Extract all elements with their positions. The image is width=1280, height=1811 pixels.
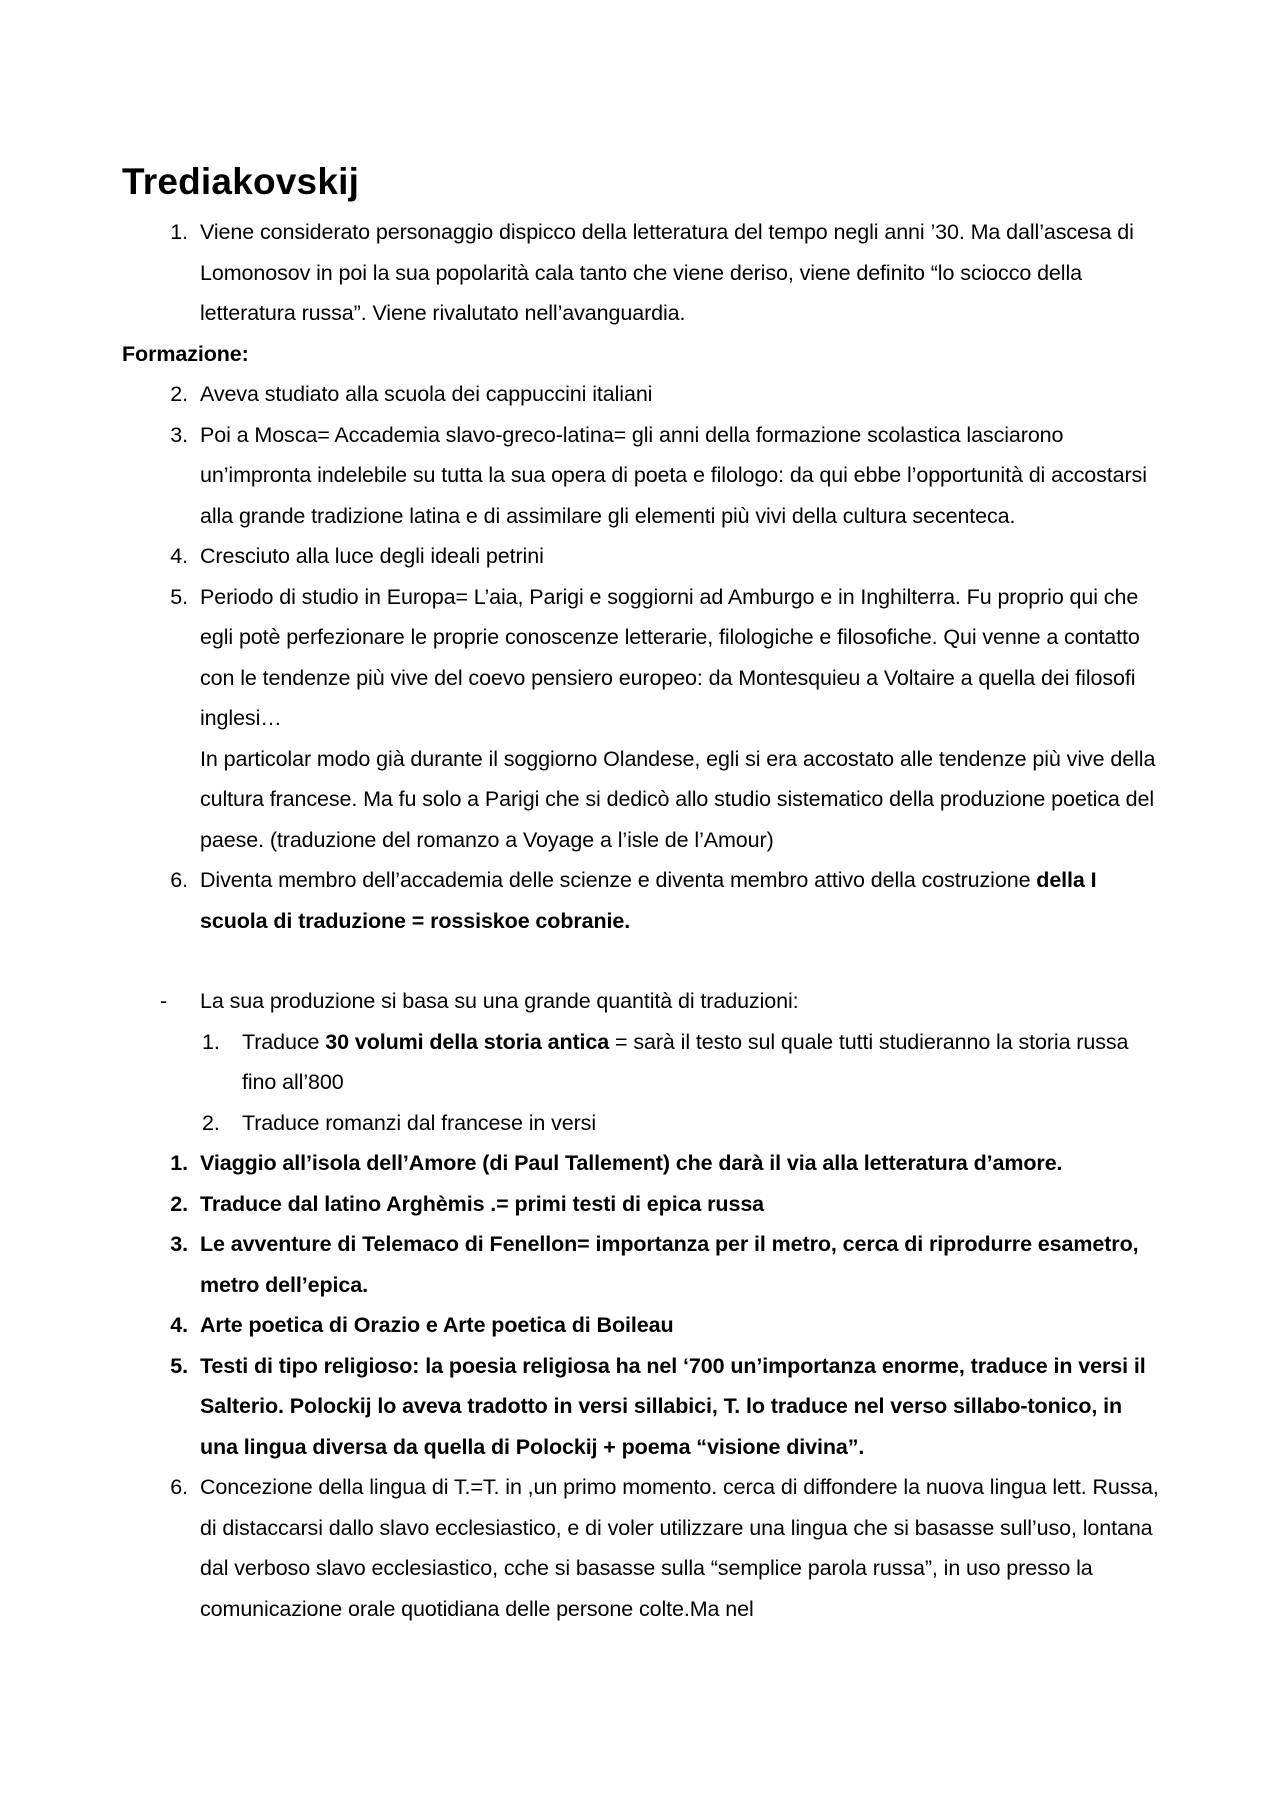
list-text: Testi di tipo religioso: la poesia religiosa ha nel ‘700 un’importanza enorme, traduce in versi il Salterio. Polockij lo aveva tradotto in versi sillabici, T. lo traduce nel verso sillabo-tonico, in una lingua diversa da quella di Polockij + poema “visione divina”.	[200, 1353, 1146, 1459]
list-text	[242, 1022, 1162, 1103]
list-item	[122, 1346, 1162, 1468]
blank-line	[122, 941, 1162, 981]
list-item	[122, 374, 1162, 415]
page-title: Trediakovskij	[122, 161, 360, 202]
list-text: Poi a Mosca= Accademia slavo-greco-latina= gli anni della formazione scolastica lasciarono un’impronta indelebile su tutta la sua opera di poeta e filologo: da qui ebbe l’opportunità di accostarsi alla grande tradizione latina e di assimilare gli elementi più vivi della cultura secenteca.	[200, 422, 1147, 528]
section-label: Formazione:	[122, 341, 249, 366]
bullet-item	[122, 981, 1162, 1022]
list-number: 3.	[170, 422, 188, 447]
list-text: Cresciuto alla luce degli ideali petrini	[200, 544, 544, 568]
list-item	[122, 577, 1162, 861]
list-number: 6.	[170, 868, 188, 892]
list-text: Traduce dal latino Arghèmis .= primi testi di epica russa	[200, 1191, 765, 1216]
list-item	[122, 860, 1162, 941]
list-number: 2.	[202, 1110, 220, 1135]
list-item	[122, 536, 1162, 577]
list-text: Traduce romanzi dal francese in versi	[242, 1110, 596, 1135]
list-item	[122, 1224, 1162, 1305]
list-paragraph: Periodo di studio in Europa= L’aia, Parigi e soggiorni ad Amburgo e in Inghilterra. Fu proprio qui che egli potè perfezionare le proprie conoscenze letterarie, filologiche e filosofiche. Qui venne a contatto con le tendenze più vive del coevo pensiero europeo: da Montesquieu a Voltaire a quella dei filosofi inglesi…	[200, 584, 1140, 730]
list-number: 4.	[170, 1313, 188, 1337]
list-text: Arte poetica di Orazio e Arte poetica di Boileau	[200, 1313, 674, 1337]
list-number: 3.	[170, 1232, 188, 1256]
list-number: 5.	[170, 584, 188, 609]
list-text: Viene considerato personaggio dispicco della letteratura del tempo negli anni ’30. Ma dall’ascesa di Lomonosov in poi la sua popolarità cala tanto che viene deriso, viene definito “lo sciocco della letteratura russa”. Viene rivalutato nell’avanguardia.	[200, 220, 1134, 325]
bullet-dash: -	[160, 989, 168, 1013]
list-item	[122, 1184, 1162, 1225]
list-text	[200, 860, 1162, 941]
list-text: Le avventure di Telemaco di Fenellon= importanza per il metro, cerca di riprodurre esametro, metro dell’epica.	[200, 1232, 1139, 1297]
list-number: 1.	[170, 220, 188, 244]
list-text: Concezione della lingua di T.=T. in ,un primo momento. cerca di diffondere la nuova lingua lett. Russa, di distaccarsi dallo slavo ecclesiastico, e di voler utilizzare una lingua che si basasse sull’uso, lontana dal verboso slavo ecclesiastico, cche si basasse sulla “semplice parola russa”, in uso presso la comunicazione orale quotidiana delle persone colte.Ma nel	[200, 1475, 1159, 1621]
list-item	[122, 1305, 1162, 1346]
list-text: Aveva studiato alla scuola dei cappuccini italiani	[200, 382, 653, 406]
list-number: 5.	[170, 1353, 188, 1378]
list-item	[122, 1143, 1162, 1184]
list-number: 2.	[170, 1191, 188, 1216]
list-text	[200, 577, 1162, 861]
list-item	[122, 1467, 1162, 1629]
document-body	[122, 156, 1162, 1629]
list-number: 4.	[170, 544, 188, 568]
list-text-bold: della I scuola di traduzione = rossiskoe cobranie.	[200, 868, 1097, 933]
list-number: 1.	[202, 1029, 220, 1054]
list-paragraph: In particolar modo già durante il soggiorno Olandese, egli si era accostato alle tendenze più vive della cultura francese. Ma fu solo a Parigi che si dedicò allo studio sistematico della produzione poetica del paese. (traduzione del romanzo a Voyage a l’isle de l’Amour)	[200, 746, 1156, 852]
bullet-text: La sua produzione si basa su una grande quantità di traduzioni:	[200, 989, 799, 1013]
list-number: 6.	[170, 1475, 188, 1499]
list-text-plain: Diventa membro dell’accademia delle scienze e diventa membro attivo della costruzione	[200, 868, 1037, 892]
list-text: Viaggio all’isola dell’Amore (di Paul Tallement) che darà il via alla letteratura d’amore.	[200, 1151, 1063, 1175]
list-item	[122, 415, 1162, 537]
list-number: 1.	[170, 1151, 188, 1175]
list-text-bold: 30 volumi della storia antica	[325, 1029, 610, 1054]
sub-list-item	[122, 1022, 1162, 1103]
list-number: 2.	[170, 382, 188, 406]
list-text-plain: = sarà il testo sul quale tutti studieranno la storia russa fino all’800	[242, 1029, 1129, 1094]
list-item	[122, 212, 1162, 334]
sub-list-item	[122, 1103, 1162, 1144]
list-text-plain: Traduce	[242, 1029, 326, 1054]
